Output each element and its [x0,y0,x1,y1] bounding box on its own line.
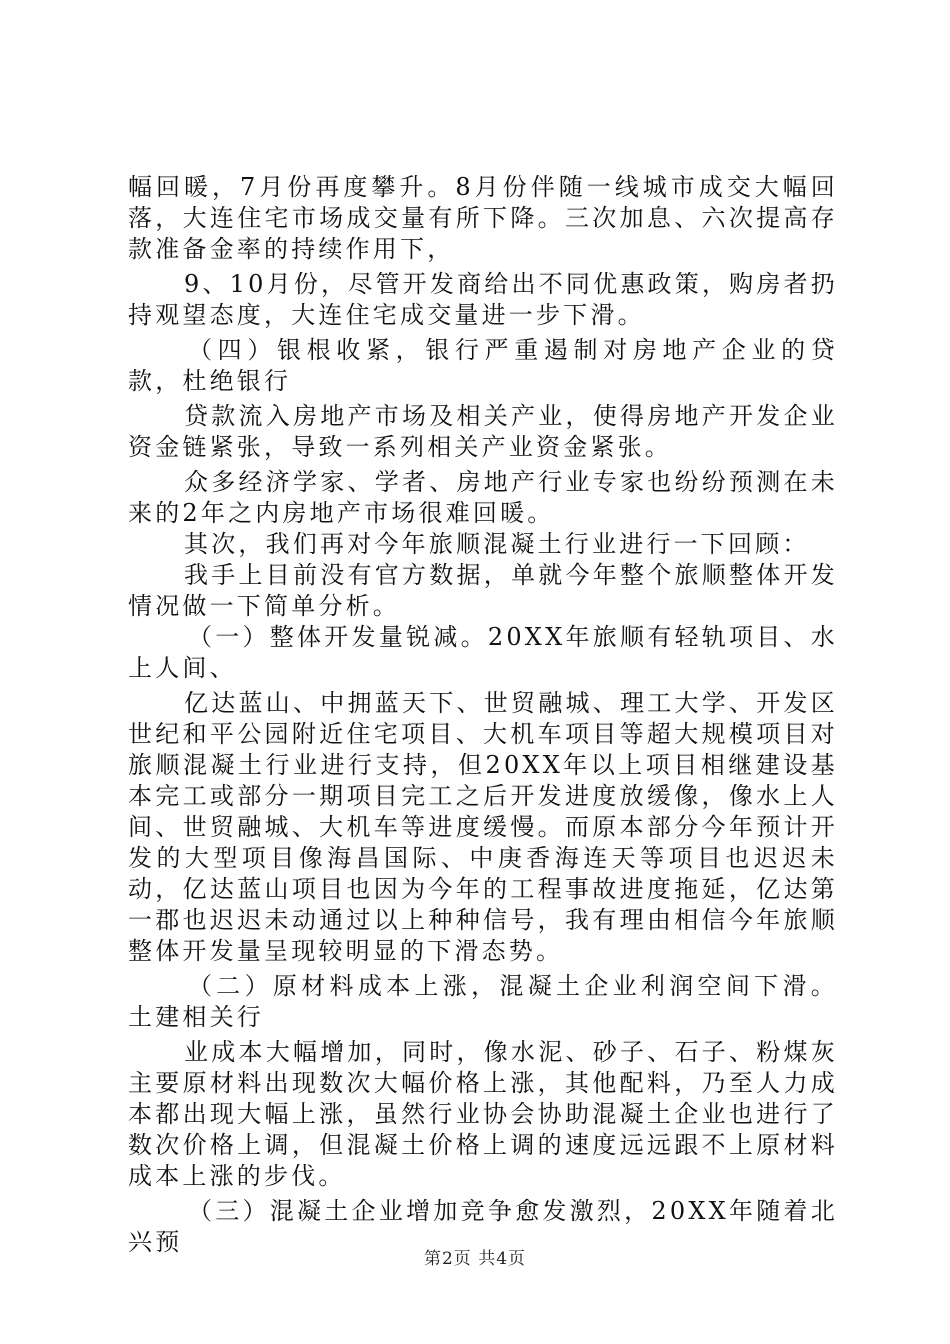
paragraph-10: （二）原材料成本上涨，混凝土企业利润空间下滑。土建相关行 [128,972,838,1031]
paragraph-4: 贷款流入房地产市场及相关产业，使得房地产开发企业资金链紧张，导致一系列相关产业资金紧张。 [128,402,838,461]
page-footer: 第2页 共4页 [423,1249,527,1269]
paragraph-8: （一）整体开发量锐减。20XX年旅顺有轻轨项目、水上人间、 [128,623,838,682]
paragraph-2: 9、10月份，尽管开发商给出不同优惠政策，购房者扔持观望态度，大连住宅成交量进一步下滑。 [128,270,838,329]
paragraph-3: （四）银根收紧，银行严重遏制对房地产企业的贷款，杜绝银行 [128,336,838,395]
paragraph-5: 众多经济学家、学者、房地产行业专家也纷纷预测在未来的2年之内房地产市场很难回暖。 [128,468,838,527]
paragraph-6: 其次，我们再对今年旅顺混凝土行业进行一下回顾： [184,530,810,558]
paragraph-9: 亿达蓝山、中拥蓝天下、世贸融城、理工大学、开发区世纪和平公园附近住宅项目、大机车项目等超大规模项目对旅顺混凝土行业进行支持，但20XX年以上项目相继建设基本完工或部分一期项目完工之后开发进度放缓像，像水上人间、世贸融城、大机车等进度缓慢。而原本部分今年预计开发的大型项目像海昌国际、中庚香海连天等项目也迟迟未动，亿达蓝山项目也因为今年的工程事故进度拖延，亿达第一郡也迟迟未动通过以上种种信号，我有理由相信今年旅顺整体开发量呈现较明显的下滑态势。 [128,689,838,965]
paragraph-7: 我手上目前没有官方数据，单就今年整个旅顺整体开发情况做一下简单分析。 [128,561,838,620]
document-body [128,172,838,1258]
paragraph-1: 幅回暖，7月份再度攀升。8月份伴随一线城市成交大幅回落，大连住宅市场成交量有所下降。三次加息、六次提高存款准备金率的持续作用下， [128,173,838,263]
paragraph-11: 业成本大幅增加，同时，像水泥、砂子、石子、粉煤灰主要原材料出现数次大幅价格上涨，其他配料，乃至人力成本都出现大幅上涨，虽然行业协会协助混凝土企业也进行了数次价格上调，但混凝土价格上调的速度远远跟不上原材料成本上涨的步伐。 [128,1038,838,1190]
paragraph-12: （三）混凝土企业增加竞争愈发激烈，20XX年随着北兴预 [128,1197,838,1256]
